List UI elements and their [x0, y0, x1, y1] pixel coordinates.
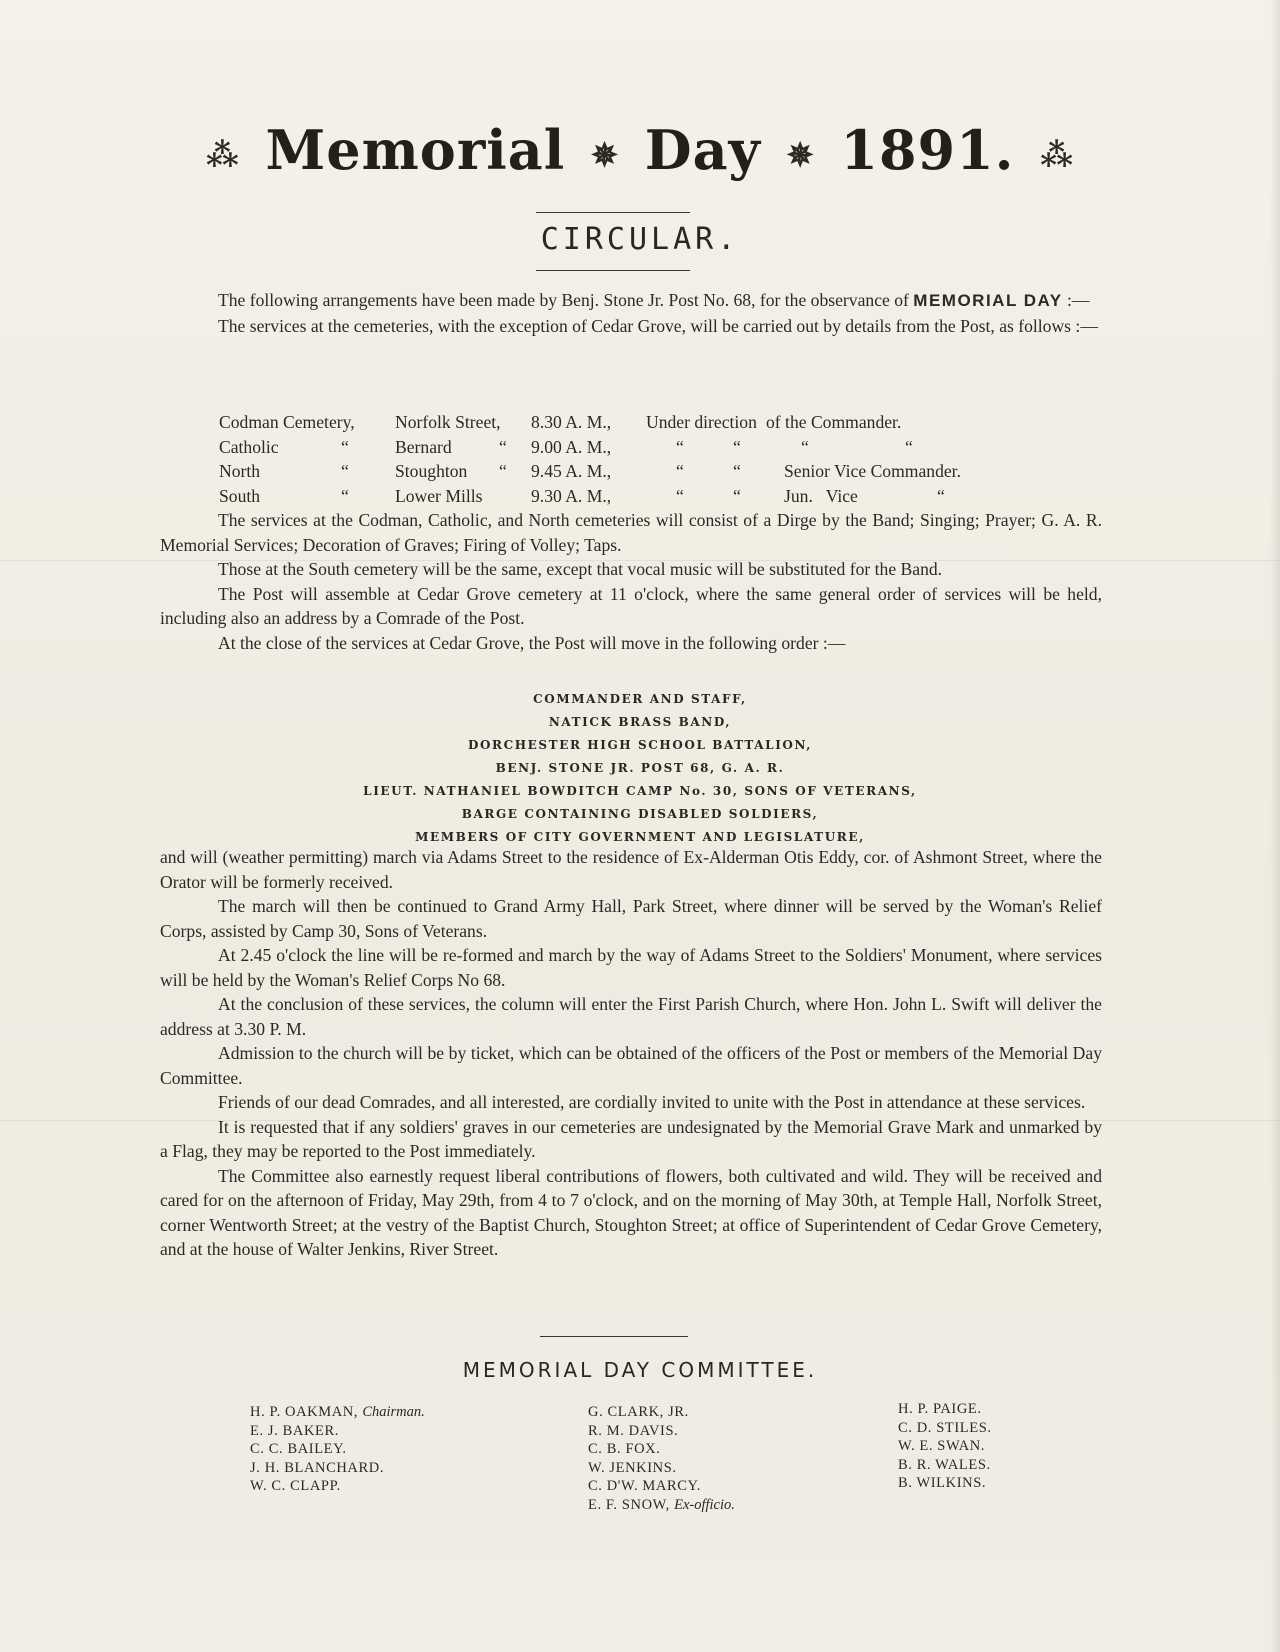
procession-order [0, 688, 1280, 849]
committee-column-3 [898, 1400, 992, 1493]
intro-block [160, 288, 1102, 338]
graves-paragraph: It is requested that if any soldiers' graves in our cemeteries are undesignated by the Memorial Grave Mark and unmarked by a Flag, they may be reported to the Post immediately. [160, 1116, 1102, 1161]
service-time: 9.00 A. M., [531, 436, 612, 457]
committee-member: W. E. SWAN. [898, 1438, 986, 1454]
intro-text: The following arrangements have been made by Benj. Stone Jr. Post No. 68, for the observance of [218, 290, 909, 310]
monument-paragraph: At 2.45 o'clock the line will be re-formed and march by the way of Adams Street to the Soldiers' Monument, where services will be held by the Woman's Relief Corps No 68. [160, 945, 1102, 990]
cemetery-street: Stoughton [395, 461, 468, 481]
memorial-day-emphasis: MEMORIAL DAY [913, 291, 1063, 310]
ditto-mark: “ [341, 485, 349, 506]
ditto-mark: “ [676, 485, 684, 506]
committee-member: E. J. BAKER. [250, 1422, 339, 1439]
cemetery-name: Catholic [219, 436, 279, 457]
order-intro-paragraph: At the close of the services at Cedar Grove, the Post will move in the following order :— [218, 632, 846, 653]
procession-item: NATICK BRASS BAND, [548, 715, 732, 729]
south-paragraph: Those at the South cemetery will be the same, except that vocal music will be substituted for the Band. [218, 559, 943, 579]
procession-item: MEMBERS OF CITY GOVERNMENT AND LEGISLATURE, [415, 830, 865, 844]
ticket-paragraph: Admission to the church will be by ticket, which can be obtained of the officers of the Post or members of the Memorial Day Committee. [160, 1043, 1102, 1088]
procession-item: BENJ. STONE JR. POST 68, G. A. R. [495, 761, 785, 775]
subtitle: CIRCULAR. [540, 222, 740, 257]
committee-title: MEMORIAL DAY COMMITTEE. [462, 1358, 818, 1382]
cemetery-street: Norfolk Street, [395, 412, 501, 432]
flowers-paragraph: The Committee also earnestly request liberal contributions of flowers, both cultivated and wild. They will be received and cared for on the afternoon of Friday, May 29th, from 4 to 7 o'clock, and on the morning of May 30th, at Temple Hall, Norfolk Street, corner Wentworth Street; at the vestry of the Baptist Church, Stoughton Street; at office of Superintendent of Cedar Grove Cemetery, and at the house of Walter Jenkins, River Street. [160, 1165, 1102, 1259]
committee-member: W. C. CLAPP. [250, 1478, 341, 1494]
committee-member [588, 1496, 735, 1515]
cemetery-name: South [219, 485, 261, 506]
procession-item: DORCHESTER HIGH SCHOOL BATTALION, [467, 738, 813, 752]
service-time: 9.30 A. M., [531, 485, 612, 506]
committee-member: C. D. STILES. [898, 1419, 992, 1436]
service-time: 8.30 A. M., [531, 412, 612, 432]
dinner-paragraph: The march will then be continued to Grand Army Hall, Park Street, where dinner will be served by the Woman's Relief Corps, assisted by Camp 30, Sons of Veterans. [160, 896, 1102, 941]
officer-title: Senior Vice Commander. [784, 461, 961, 481]
intro-tail: :— [1066, 290, 1090, 310]
services-block [160, 508, 1102, 655]
committee-member [250, 1403, 425, 1422]
march-block [160, 845, 1102, 1262]
procession-item: COMMANDER AND STAFF, [533, 692, 747, 706]
dirge-paragraph: The services at the Codman, Catholic, and North cemeteries will consist of a Dirge by the Band; Singing; Prayer; G. A. R. Memorial Services; Decoration of Graves; Firing of Volley; Taps. [160, 510, 1102, 555]
member-role: Ex-officio. [674, 1496, 735, 1513]
cemetery-street: Bernard [395, 436, 452, 457]
ditto-mark: “ [801, 436, 809, 457]
cemetery-name: North [219, 461, 261, 481]
committee-member: B. R. WALES. [898, 1456, 991, 1473]
direction-of: of the Commander. [766, 412, 902, 432]
ditto-mark: “ [676, 436, 684, 457]
right-ornament-icon: ⁂ [1040, 135, 1075, 174]
services-paragraph: The services at the cemeteries, with the exception of Cedar Grove, will be carried out by details from the Post, as follows :— [218, 315, 1098, 336]
committee-member: R. M. DAVIS. [588, 1422, 679, 1439]
ditto-mark: “ [937, 485, 945, 506]
cemetery-name: Codman Cemetery, [219, 412, 355, 432]
committee-member: C. D'W. MARCY. [588, 1478, 701, 1494]
march-paragraph: and will (weather permitting) march via Adams Street to the residence of Ex-Alderman Otis Eddy, cor. of Ashmont Street, where the Orator will be formerly received. [160, 847, 1102, 892]
ditto-mark: “ [499, 461, 507, 481]
title-rule [536, 212, 690, 213]
ditto-mark: “ [905, 436, 913, 457]
officer-title: Jun. Vice [784, 485, 858, 506]
member-name: E. F. SNOW, [588, 1496, 670, 1513]
friends-paragraph: Friends of our dead Comrades, and all interested, are cordially invited to unite with the Post in attendance at these services. [218, 1092, 1086, 1112]
committee-member: H. P. PAIGE. [898, 1401, 982, 1417]
committee-column-1 [250, 1403, 425, 1496]
committee-member: W. JENKINS. [588, 1459, 677, 1476]
committee-member: G. CLARK, JR. [588, 1404, 689, 1420]
committee-member: B. WILKINS. [898, 1475, 987, 1491]
left-ornament-icon: ⁂ [205, 135, 240, 174]
ditto-mark: “ [733, 461, 741, 481]
ditto-mark: “ [676, 461, 684, 481]
under-direction: Under direction [646, 412, 757, 432]
title-word-day: Day [644, 118, 761, 182]
service-time: 9.45 A. M., [531, 461, 612, 481]
procession-item: LIEUT. NATHANIEL BOWDITCH CAMP No. 30, SONS OF VETERANS, [363, 784, 917, 798]
ditto-mark: “ [733, 436, 741, 457]
member-name: H. P. OAKMAN, [250, 1404, 359, 1420]
committee-column-2 [588, 1403, 735, 1514]
procession-item: BARGE CONTAINING DISABLED SOLDIERS, [461, 807, 819, 821]
title-word-memorial: Memorial [265, 118, 566, 182]
page-title [0, 118, 1280, 182]
committee-member: C. B. FOX. [588, 1441, 661, 1457]
assemble-paragraph: The Post will assemble at Cedar Grove cemetery at 11 o'clock, where the same general order of services will be held, including also an address by a Comrade of the Post. [160, 583, 1102, 628]
star-ornament-icon: ✵ [786, 135, 815, 174]
committee-member: C. C. BAILEY. [250, 1441, 347, 1457]
committee-rule [540, 1336, 688, 1337]
ditto-mark: “ [341, 461, 349, 481]
member-role: Chairman. [362, 1404, 425, 1420]
cemetery-street: Lower Mills [395, 485, 483, 506]
intro-paragraph [160, 288, 1102, 314]
ditto-mark: “ [341, 436, 349, 457]
subtitle-rule [536, 270, 690, 271]
ditto-mark: “ [499, 436, 507, 457]
title-year: 1891. [840, 118, 1015, 182]
star-ornament-icon: ✵ [591, 135, 619, 174]
church-paragraph: At the conclusion of these services, the column will enter the First Parish Church, where Hon. John L. Swift will deliver the address at 3.30 P. M. [160, 994, 1102, 1039]
committee-member: J. H. BLANCHARD. [250, 1459, 385, 1476]
ditto-mark: “ [733, 485, 741, 506]
